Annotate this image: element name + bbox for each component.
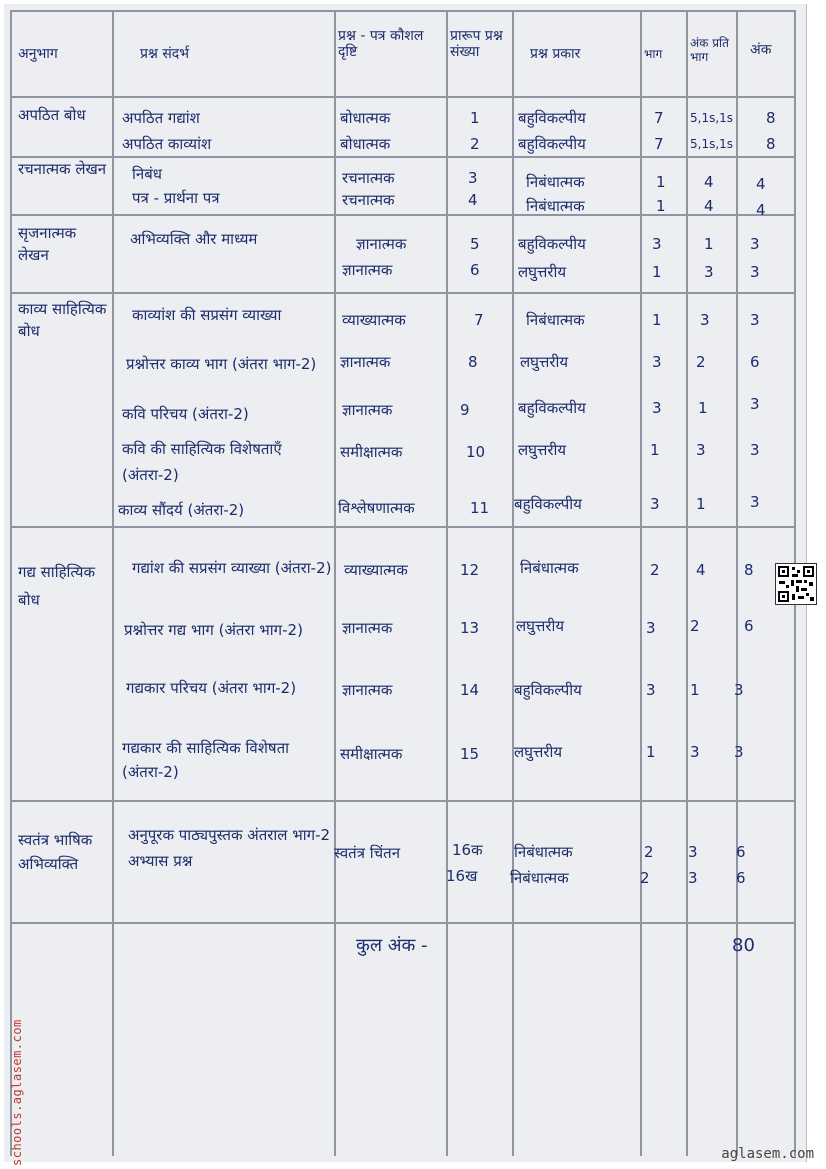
header-section: अनुभाग	[18, 46, 58, 62]
grid-line	[10, 156, 796, 158]
row-skill: समीक्षात्मक	[340, 443, 403, 461]
row-marks-per-part: 4	[696, 561, 706, 579]
row-skill: ज्ञानात्मक	[356, 235, 407, 253]
total-label: कुल अंक -	[356, 935, 428, 956]
grid-line	[512, 10, 514, 1156]
grid-line	[10, 214, 796, 216]
row-topic: अनुपूरक पाठ्यपुस्तक अंतराल भाग-2 अभ्यास प्रश्न	[128, 826, 331, 870]
row-marks-per-part: 1	[698, 399, 708, 417]
row-skill: ज्ञानात्मक	[342, 619, 393, 637]
row-topic: प्रश्नोत्तर गद्य भाग (अंतरा भाग-2)	[124, 621, 303, 639]
row-question-number: 12	[460, 561, 480, 579]
answer-key-sheet	[4, 4, 807, 1162]
row-marks-per-part: 1	[704, 235, 714, 253]
row-question-number: 1	[470, 109, 480, 127]
header-skill: प्रश्न - पत्र कौशल दृष्टि	[338, 28, 424, 60]
row-skill: विश्लेषणात्मक	[338, 499, 415, 517]
header-question-number: प्रारूप प्रश्न संख्या	[450, 28, 503, 60]
row-parts: 1	[652, 311, 662, 329]
row-skill: ज्ञानात्मक	[340, 353, 391, 371]
row-question-type: निबंधात्मक	[510, 869, 569, 887]
row-marks: 6	[736, 869, 746, 887]
corner-watermark: aglasem.com	[721, 1146, 814, 1162]
row-marks: 6	[736, 843, 746, 861]
row-question-type: निबंधात्मक	[526, 197, 585, 215]
row-marks-per-part: 2	[690, 617, 700, 635]
grid-line	[112, 10, 114, 1156]
row-skill: रचनात्मक	[342, 169, 395, 187]
row-skill: ज्ञानात्मक	[342, 261, 393, 279]
row-parts: 3	[650, 495, 660, 513]
row-skill: व्याख्यात्मक	[342, 311, 406, 329]
row-parts: 2	[644, 843, 654, 861]
row-skill: ज्ञानात्मक	[342, 681, 393, 699]
row-topic: अपठित गद्यांश	[122, 109, 200, 127]
row-parts: 2	[640, 869, 650, 887]
row-marks: 3	[750, 311, 760, 329]
row-topic: काव्य सौंदर्य (अंतरा-2)	[118, 501, 245, 519]
row-parts: 3	[652, 353, 662, 371]
row-parts: 7	[654, 135, 664, 153]
row-marks: 3	[750, 263, 760, 281]
row-topic: निबंध	[132, 165, 163, 183]
grid-line	[10, 292, 796, 294]
row-question-type: बहुविकल्पीय	[518, 109, 586, 127]
row-question-number: 6	[470, 261, 480, 279]
row-skill: रचनात्मक	[342, 191, 395, 209]
side-watermark: schools.aglasem.com	[10, 1019, 24, 1166]
grid-line	[640, 10, 642, 1156]
row-question-type: लघुत्तरीय	[518, 263, 567, 281]
row-marks-per-part: 3	[688, 869, 698, 887]
row-parts: 2	[650, 561, 660, 579]
row-parts: 7	[654, 109, 664, 127]
row-question-type: निबंधात्मक	[526, 311, 585, 329]
grid-line	[686, 10, 688, 1156]
row-question-type: लघुत्तरीय	[518, 441, 567, 459]
row-marks: 4	[756, 175, 766, 193]
row-topic: काव्यांश की सप्रसंग व्याख्या	[132, 306, 282, 324]
row-topic: गद्यांश की सप्रसंग व्याख्या (अंतरा-2)	[132, 559, 332, 577]
row-question-type: बहुविकल्पीय	[514, 681, 582, 699]
row-marks: 8	[766, 135, 776, 153]
row-marks-per-part: 3	[690, 743, 700, 761]
section-label: अपठित बोध	[18, 106, 86, 124]
row-question-number: 14	[460, 681, 480, 699]
row-parts: 3	[652, 399, 662, 417]
row-marks-per-part: 1	[690, 681, 700, 699]
row-marks-per-part: 3	[704, 263, 714, 281]
row-question-number: 13	[460, 619, 480, 637]
row-parts: 3	[646, 681, 656, 699]
row-skill: व्याख्यात्मक	[344, 561, 408, 579]
row-question-number: 16क	[452, 841, 483, 859]
section-label: काव्य साहित्यिक बोध	[18, 300, 107, 340]
grid-line	[10, 800, 796, 802]
row-question-type: बहुविकल्पीय	[518, 135, 586, 153]
row-marks: 3	[734, 743, 744, 761]
row-skill: बोधात्मक	[340, 109, 391, 127]
row-skill: समीक्षात्मक	[340, 745, 403, 763]
row-topic: प्रश्नोत्तर काव्य भाग (अंतरा भाग-2)	[126, 355, 317, 373]
row-question-number: 11	[470, 499, 490, 517]
header-topic: प्रश्न संदर्भ	[140, 46, 190, 62]
row-parts: 3	[652, 235, 662, 253]
grid-line	[736, 10, 738, 1156]
row-marks: 8	[744, 561, 754, 579]
section-label: रचनात्मक लेखन	[18, 160, 107, 178]
row-marks: 6	[750, 353, 760, 371]
row-marks-per-part: 3	[688, 843, 698, 861]
row-topic: गद्यकार की साहित्यिक विशेषता (अंतरा-2)	[122, 739, 290, 781]
section-label: सृजनात्मक लेखन	[18, 224, 77, 264]
row-question-type: बहुविकल्पीय	[518, 235, 586, 253]
section-label: गद्य साहित्यिक बोध	[18, 563, 95, 609]
row-marks-per-part: 4	[704, 173, 714, 191]
row-marks: 3	[750, 395, 760, 413]
row-question-number: 15	[460, 745, 480, 763]
row-topic: कवि की साहित्यिक विशेषताएँ (अंतरा-2)	[122, 440, 282, 484]
row-marks-per-part: 3	[696, 441, 706, 459]
row-marks: 3	[750, 441, 760, 459]
row-marks: 3	[750, 235, 760, 253]
row-marks: 3	[734, 681, 744, 699]
row-marks-per-part: 3	[700, 311, 710, 329]
row-topic: अपठित काव्यांश	[122, 135, 212, 153]
qr-code-icon[interactable]	[775, 563, 817, 605]
row-marks-per-part: 1	[696, 495, 706, 513]
row-marks: 6	[744, 617, 754, 635]
header-parts: भाग	[644, 47, 663, 61]
row-marks: 8	[766, 109, 776, 127]
header-question-type: प्रश्न प्रकार	[530, 46, 581, 62]
row-marks-per-part: 5,1s,1s	[690, 137, 734, 151]
grid-line	[10, 10, 12, 1156]
row-question-number: 5	[470, 235, 480, 253]
row-skill: बोधात्मक	[340, 135, 391, 153]
row-parts: 1	[656, 173, 666, 191]
grid-line	[10, 922, 796, 924]
row-parts: 1	[650, 441, 660, 459]
grid-line	[10, 10, 796, 12]
row-question-type: बहुविकल्पीय	[514, 495, 582, 513]
row-marks: 3	[750, 493, 760, 511]
row-question-number: 3	[468, 169, 478, 187]
total-value: 80	[732, 935, 755, 956]
row-question-type: निबंधात्मक	[526, 173, 585, 191]
row-parts: 1	[652, 263, 662, 281]
row-question-number: 9	[460, 401, 470, 419]
row-topic: कवि परिचय (अंतरा-2)	[122, 405, 249, 423]
row-skill: स्वतंत्र चिंतन	[334, 844, 401, 862]
row-question-number: 16ख	[446, 867, 478, 885]
header-marks: अंक	[750, 42, 772, 58]
row-topic: अभिव्यक्ति और माध्यम	[130, 230, 258, 248]
row-question-number: 2	[470, 135, 480, 153]
row-question-type: लघुत्तरीय	[520, 353, 569, 371]
row-question-type: लघुत्तरीय	[516, 617, 565, 635]
grid-line	[334, 10, 336, 1156]
row-topic: गद्यकार परिचय (अंतरा भाग-2)	[126, 679, 297, 697]
header-marks-per-part: अंक प्रति भाग	[690, 36, 729, 64]
row-marks-per-part: 5,1s,1s	[690, 111, 734, 125]
grid-line	[446, 10, 448, 1156]
row-question-number: 4	[468, 191, 478, 209]
row-marks: 4	[756, 201, 766, 219]
grid-line	[10, 96, 796, 98]
row-question-number: 10	[466, 443, 486, 461]
row-question-type: निबंधात्मक	[520, 559, 579, 577]
row-parts: 1	[646, 743, 656, 761]
row-parts: 1	[656, 197, 666, 215]
row-marks-per-part: 4	[704, 197, 714, 215]
row-question-number: 7	[474, 311, 484, 329]
section-label: स्वतंत्र भाषिक अभिव्यक्ति	[18, 831, 93, 873]
row-marks-per-part: 2	[696, 353, 706, 371]
row-skill: ज्ञानात्मक	[342, 401, 393, 419]
row-question-type: निबंधात्मक	[514, 843, 573, 861]
row-topic: पत्र - प्रार्थना पत्र	[132, 189, 220, 207]
row-question-number: 8	[468, 353, 478, 371]
grid-line	[10, 526, 796, 528]
row-question-type: लघुत्तरीय	[514, 743, 563, 761]
row-parts: 3	[646, 619, 656, 637]
row-question-type: बहुविकल्पीय	[518, 399, 586, 417]
